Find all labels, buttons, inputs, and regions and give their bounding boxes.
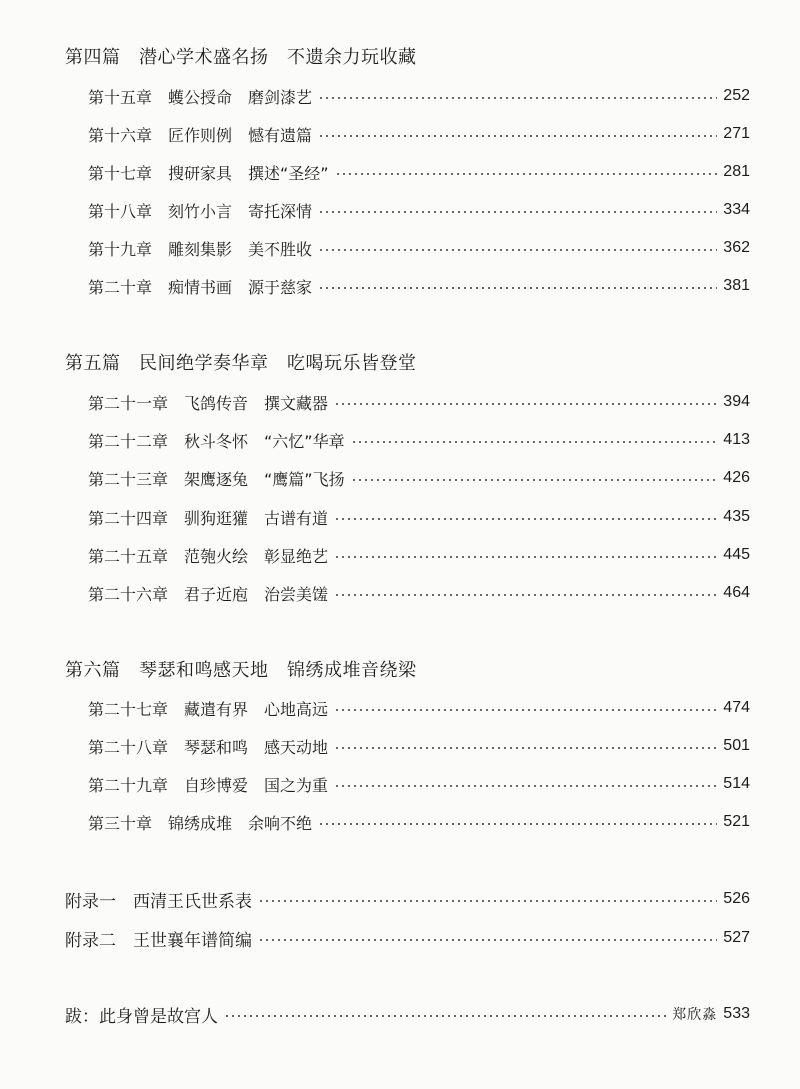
dot-leader	[224, 1015, 666, 1017]
toc-entry[interactable]	[88, 505, 750, 529]
dot-leader	[318, 97, 717, 99]
page-number: 526	[723, 890, 750, 907]
dot-leader	[334, 556, 717, 558]
toc-entry[interactable]	[88, 236, 750, 260]
page-number: 394	[723, 393, 750, 410]
dot-leader	[351, 479, 718, 481]
toc-entry[interactable]	[88, 466, 750, 490]
page-number: 501	[723, 737, 750, 754]
dot-leader	[335, 173, 718, 175]
page-number: 426	[723, 469, 750, 486]
dot-leader	[318, 211, 717, 213]
dot-leader	[334, 709, 717, 711]
part-title: 第四篇 潜心学术盛名扬 不遗余力玩收藏	[65, 47, 417, 68]
appendix-title: 附录一 西清王氏世系表	[65, 891, 252, 912]
chapter-title: 第二十三章 架鹰逐兔 “鹰篇”飞扬	[88, 469, 345, 489]
toc-entry[interactable]	[88, 428, 750, 452]
chapter-title: 第二十章 痴情书画 源于慈家	[88, 277, 313, 297]
toc-entry[interactable]	[88, 390, 750, 414]
part-title: 第五篇 民间绝学奏华章 吃喝玩乐皆登堂	[65, 353, 417, 374]
chapter-title: 第二十七章 藏遣有界 心地高远	[88, 699, 329, 719]
dot-leader	[258, 900, 717, 902]
page-number: 464	[723, 584, 750, 601]
page-number: 413	[723, 431, 750, 448]
page-number: 271	[723, 125, 750, 142]
page-number: 533	[723, 1005, 750, 1022]
chapter-title: 第二十五章 范匏火绘 彰显绝艺	[88, 546, 329, 566]
part-title: 第六篇 琴瑟和鸣感天地 锦绣成堆音绕梁	[65, 660, 417, 681]
dot-leader	[334, 518, 717, 520]
dot-leader	[334, 747, 717, 749]
dot-leader	[318, 249, 717, 251]
toc-entry[interactable]	[88, 122, 750, 146]
page-number: 445	[723, 546, 750, 563]
page-number: 521	[723, 813, 750, 830]
toc-entry[interactable]	[88, 696, 750, 720]
appendix-title: 附录二 王世襄年谱简编	[65, 930, 252, 951]
chapter-title: 第二十四章 驯狗逛獾 古谱有道	[88, 508, 329, 528]
page-number: 381	[723, 277, 750, 294]
page-number: 474	[723, 699, 750, 716]
chapter-title: 第十六章 匠作则例 憾有遗篇	[88, 125, 313, 145]
dot-leader	[318, 135, 717, 137]
chapter-title: 第二十一章 飞鸽传音 撰文藏器	[88, 393, 329, 413]
chapter-title: 第十九章 雕刻集影 美不胜收	[88, 239, 313, 259]
chapter-title: 第十五章 蠖公授命 磨剑漆艺	[88, 87, 313, 107]
toc-entry[interactable]	[88, 734, 750, 758]
page-number: 514	[723, 775, 750, 792]
epilogue-title: 跋：此身曾是故宫人	[65, 1006, 218, 1027]
toc-entry[interactable]	[88, 810, 750, 834]
chapter-title: 第十八章 刻竹小言 寄托深情	[88, 201, 313, 221]
page-number: 527	[723, 929, 750, 946]
toc-entry[interactable]	[88, 160, 750, 184]
chapter-title: 第二十二章 秋斗冬怀 “六忆”华章	[88, 431, 345, 451]
chapter-title: 第二十八章 琴瑟和鸣 感天动地	[88, 737, 329, 757]
chapter-title: 第十七章 搜研家具 撰述“圣经”	[88, 163, 329, 183]
epilogue-author: 郑欣淼	[672, 1007, 718, 1023]
dot-leader	[334, 403, 717, 405]
toc-entry-appendix[interactable]	[65, 926, 750, 950]
dot-leader	[318, 287, 717, 289]
page-number: 281	[723, 163, 750, 180]
dot-leader	[318, 823, 717, 825]
toc-entry[interactable]	[88, 84, 750, 108]
toc-entry-appendix[interactable]	[65, 887, 750, 911]
toc-entry-epilogue[interactable]	[65, 1002, 750, 1026]
chapter-title: 第三十章 锦绣成堆 余响不绝	[88, 813, 313, 833]
toc-entry[interactable]	[88, 543, 750, 567]
page-number: 362	[723, 239, 750, 256]
page-number: 252	[723, 87, 750, 104]
toc-entry[interactable]	[88, 274, 750, 298]
page-number: 435	[723, 508, 750, 525]
dot-leader	[258, 939, 717, 941]
dot-leader	[334, 594, 717, 596]
chapter-title: 第二十六章 君子近庖 治尝美馐	[88, 584, 329, 604]
dot-leader	[334, 785, 717, 787]
chapter-title: 第二十九章 自珍博爱 国之为重	[88, 775, 329, 795]
page-number: 334	[723, 201, 750, 218]
toc-entry[interactable]	[88, 198, 750, 222]
toc-entry[interactable]	[88, 772, 750, 796]
dot-leader	[351, 441, 718, 443]
toc-entry[interactable]	[88, 581, 750, 605]
